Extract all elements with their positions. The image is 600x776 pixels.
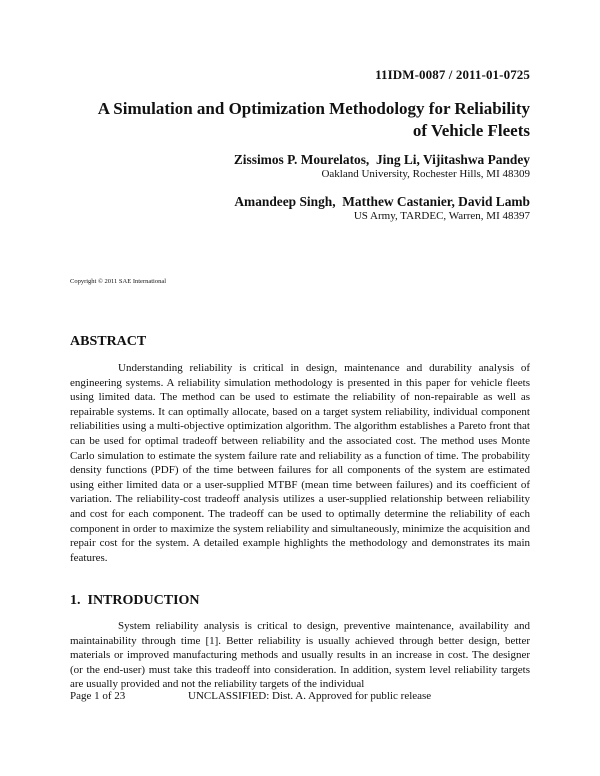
author-group-2 [234,194,530,223]
author-affiliation: US Army, TARDEC, Warren, MI 48397 [353,210,530,222]
abstract-heading: ABSTRACT [70,334,147,349]
distribution-statement: UNCLASSIFIED: Dist. A. Approved for public release [188,690,432,702]
copyright-notice: Copyright © 2011 SAE International [70,278,167,285]
introduction-text: System reliability analysis is critical to design, preventive maintenance, availability and maintainability through time [1]. Better reliability is usually achieved through better design, better materials or improved manufacturing methods and usually results in an increase in cost. The designer (or the end-user) must take this tradeoff into consideration. In addition, system level reliability targets are usually provided and not the reliability targets of the individual [70,620,530,691]
author-names: Amandeep Singh, Matthew Castanier, David Lamb [234,194,530,209]
author-group-1 [234,152,530,181]
paper-id: 11IDM-0087 / 2011-01-0725 [375,67,530,82]
paper-title [60,98,530,142]
title-line-2: of Vehicle Fleets [412,121,530,140]
introduction-heading: 1. INTRODUCTION [70,593,200,608]
title-line-1: A Simulation and Optimization Methodology for Reliability [97,99,530,118]
author-affiliation: Oakland University, Rochester Hills, MI 48309 [321,168,530,180]
author-names: Zissimos P. Mourelatos, Jing Li, Vijitashwa Pandey [233,152,530,167]
page-number: Page 1 of 23 [70,690,126,702]
abstract-text: Understanding reliability is critical in design, maintenance and durability analysis of engineering systems. A reliability simulation methodology is presented in this paper for vehicle fleets using limited data. The method can be used to estimate the reliability of non-repairable as well as repairable systems. It can optimally allocate, based on a target system reliability, individual component reliabilities using a multi-objective optimization algorithm. The algorithm establishes a Pareto front that can be used for optimal tradeoff between reliability and the associated cost. The method uses Monte Carlo simulation to estimate the system failure rate and reliability as a function of time. The probability density functions (PDF) of the time between failures for all components of the system are estimated using either limited data or a user-supplied MTBF (mean time between failures) and its coefficient of variation. The reliability-cost tradeoff analysis utilizes a user-supplied relationship between reliability and cost for each component. The tradeoff can be used to optimally determine the reliability of each component in order to maximize the system reliability and simultaneously, minimize the acquisition and repair cost for the system. A detailed example highlights the methodology and demonstrates its main features. [70,362,530,564]
